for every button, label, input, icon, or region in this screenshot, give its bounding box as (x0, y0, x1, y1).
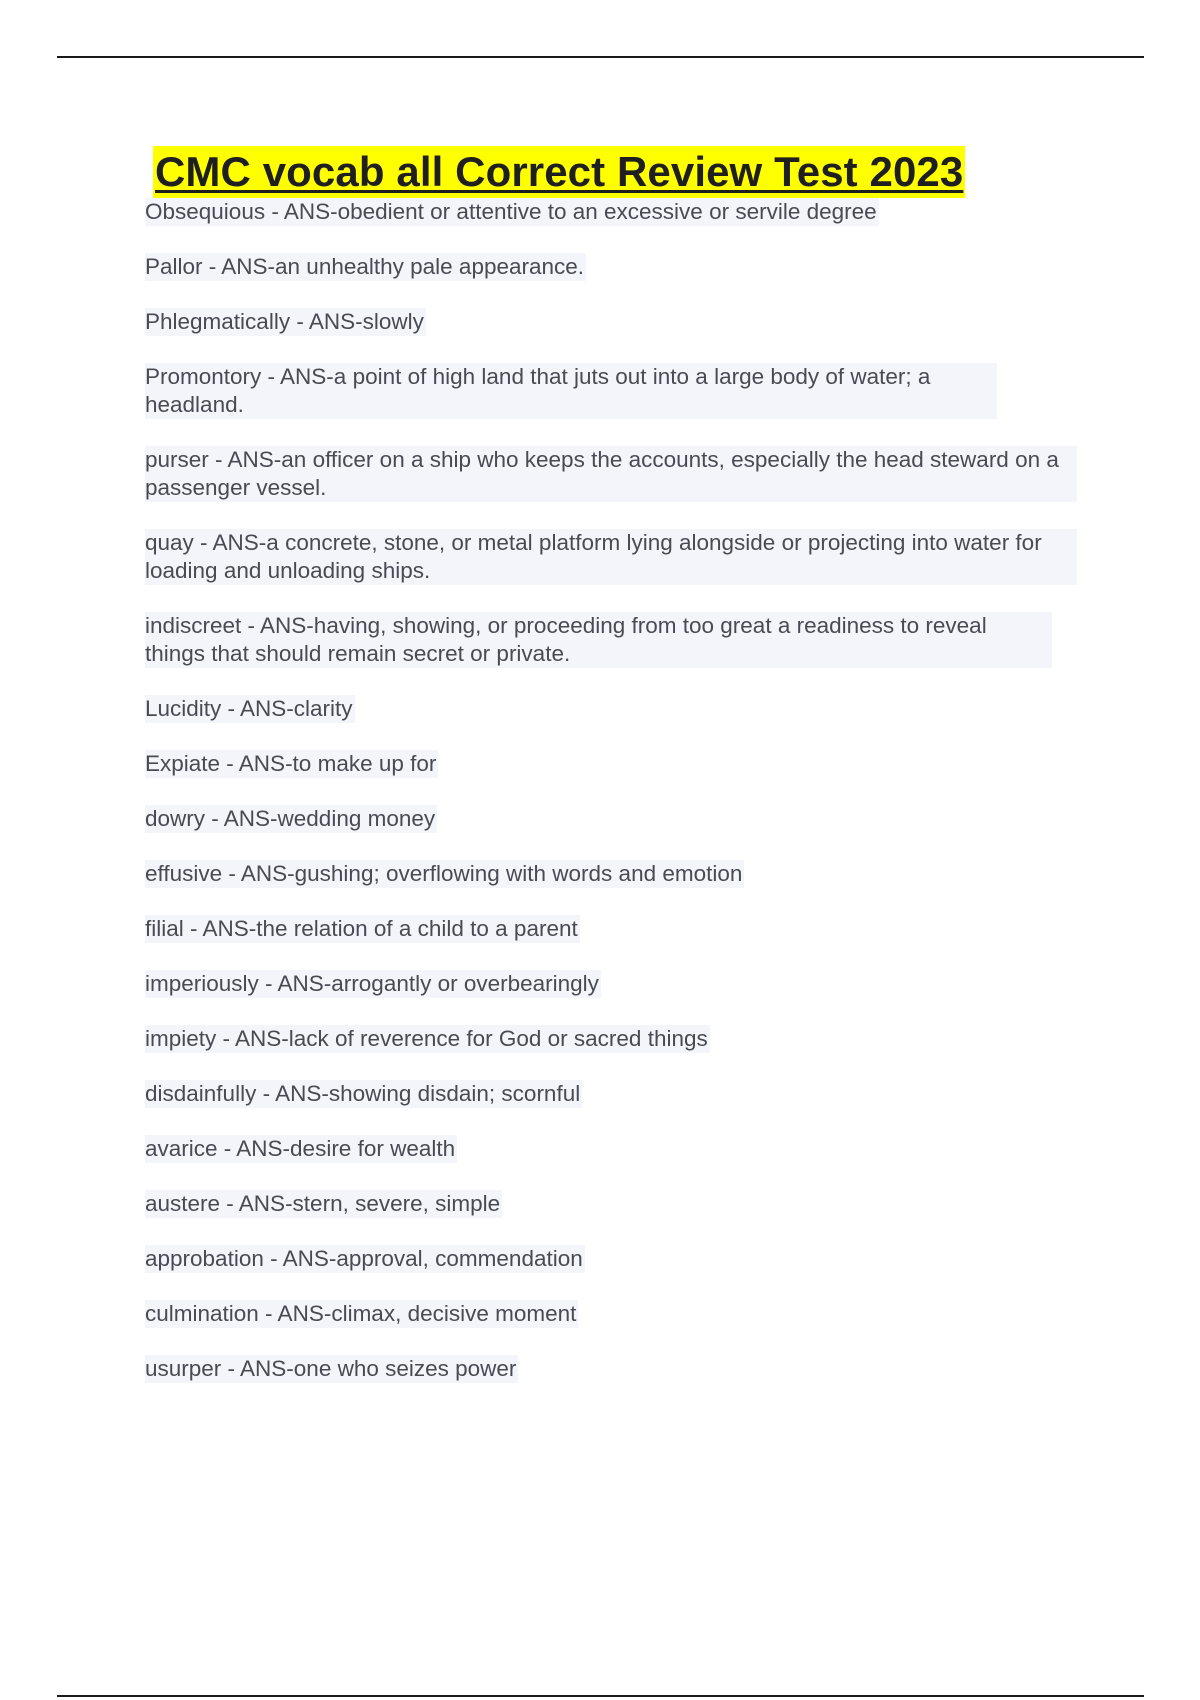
top-rule (57, 56, 1144, 58)
vocab-entry-imperiously: imperiously - ANS-arrogantly or overbearingly (145, 971, 599, 996)
vocab-entry-obsequious: Obsequious - ANS-obedient or attentive to an excessive or servile degree (145, 199, 877, 224)
vocab-entry-effusive: effusive - ANS-gushing; overflowing with words and emotion (145, 861, 743, 886)
vocab-entry-quay: quay - ANS-a concrete, stone, or metal platform lying alongside or projecting into water for loading and unloading ships. (145, 529, 1077, 585)
vocab-entry-indiscreet: indiscreet - ANS-having, showing, or proceeding from too great a readiness to reveal things that should remain secret or private. (145, 612, 1052, 668)
vocab-list (145, 198, 1085, 1383)
vocab-entry-dowry: dowry - ANS-wedding money (145, 806, 436, 831)
vocab-entry-disdainfully: disdainfully - ANS-showing disdain; scornful (145, 1081, 581, 1106)
bottom-rule (57, 1695, 1144, 1697)
vocab-entry-impiety: impiety - ANS-lack of reverence for God or sacred things (145, 1026, 708, 1051)
document-title: CMC vocab all Correct Review Test 2023 (153, 146, 965, 198)
vocab-entry-phlegmatically: Phlegmatically - ANS-slowly (145, 309, 424, 334)
vocab-entry-promontory: Promontory - ANS-a point of high land that juts out into a large body of water; a headland. (145, 363, 997, 419)
vocab-entry-culmination: culmination - ANS-climax, decisive moment (145, 1301, 577, 1326)
vocab-entry-purser: purser - ANS-an officer on a ship who keeps the accounts, especially the head steward on a passenger vessel. (145, 446, 1077, 502)
document-body (145, 146, 1085, 1410)
vocab-entry-austere: austere - ANS-stern, severe, simple (145, 1191, 501, 1216)
vocab-entry-avarice: avarice - ANS-desire for wealth (145, 1136, 456, 1161)
vocab-entry-approbation: approbation - ANS-approval, commendation (145, 1246, 583, 1271)
vocab-entry-filial: filial - ANS-the relation of a child to a parent (145, 916, 578, 941)
vocab-entry-pallor: Pallor - ANS-an unhealthy pale appearance. (145, 254, 585, 279)
vocab-entry-usurper: usurper - ANS-one who seizes power (145, 1356, 517, 1381)
vocab-entry-lucidity: Lucidity - ANS-clarity (145, 696, 353, 721)
vocab-entry-expiate: Expiate - ANS-to make up for (145, 751, 437, 776)
